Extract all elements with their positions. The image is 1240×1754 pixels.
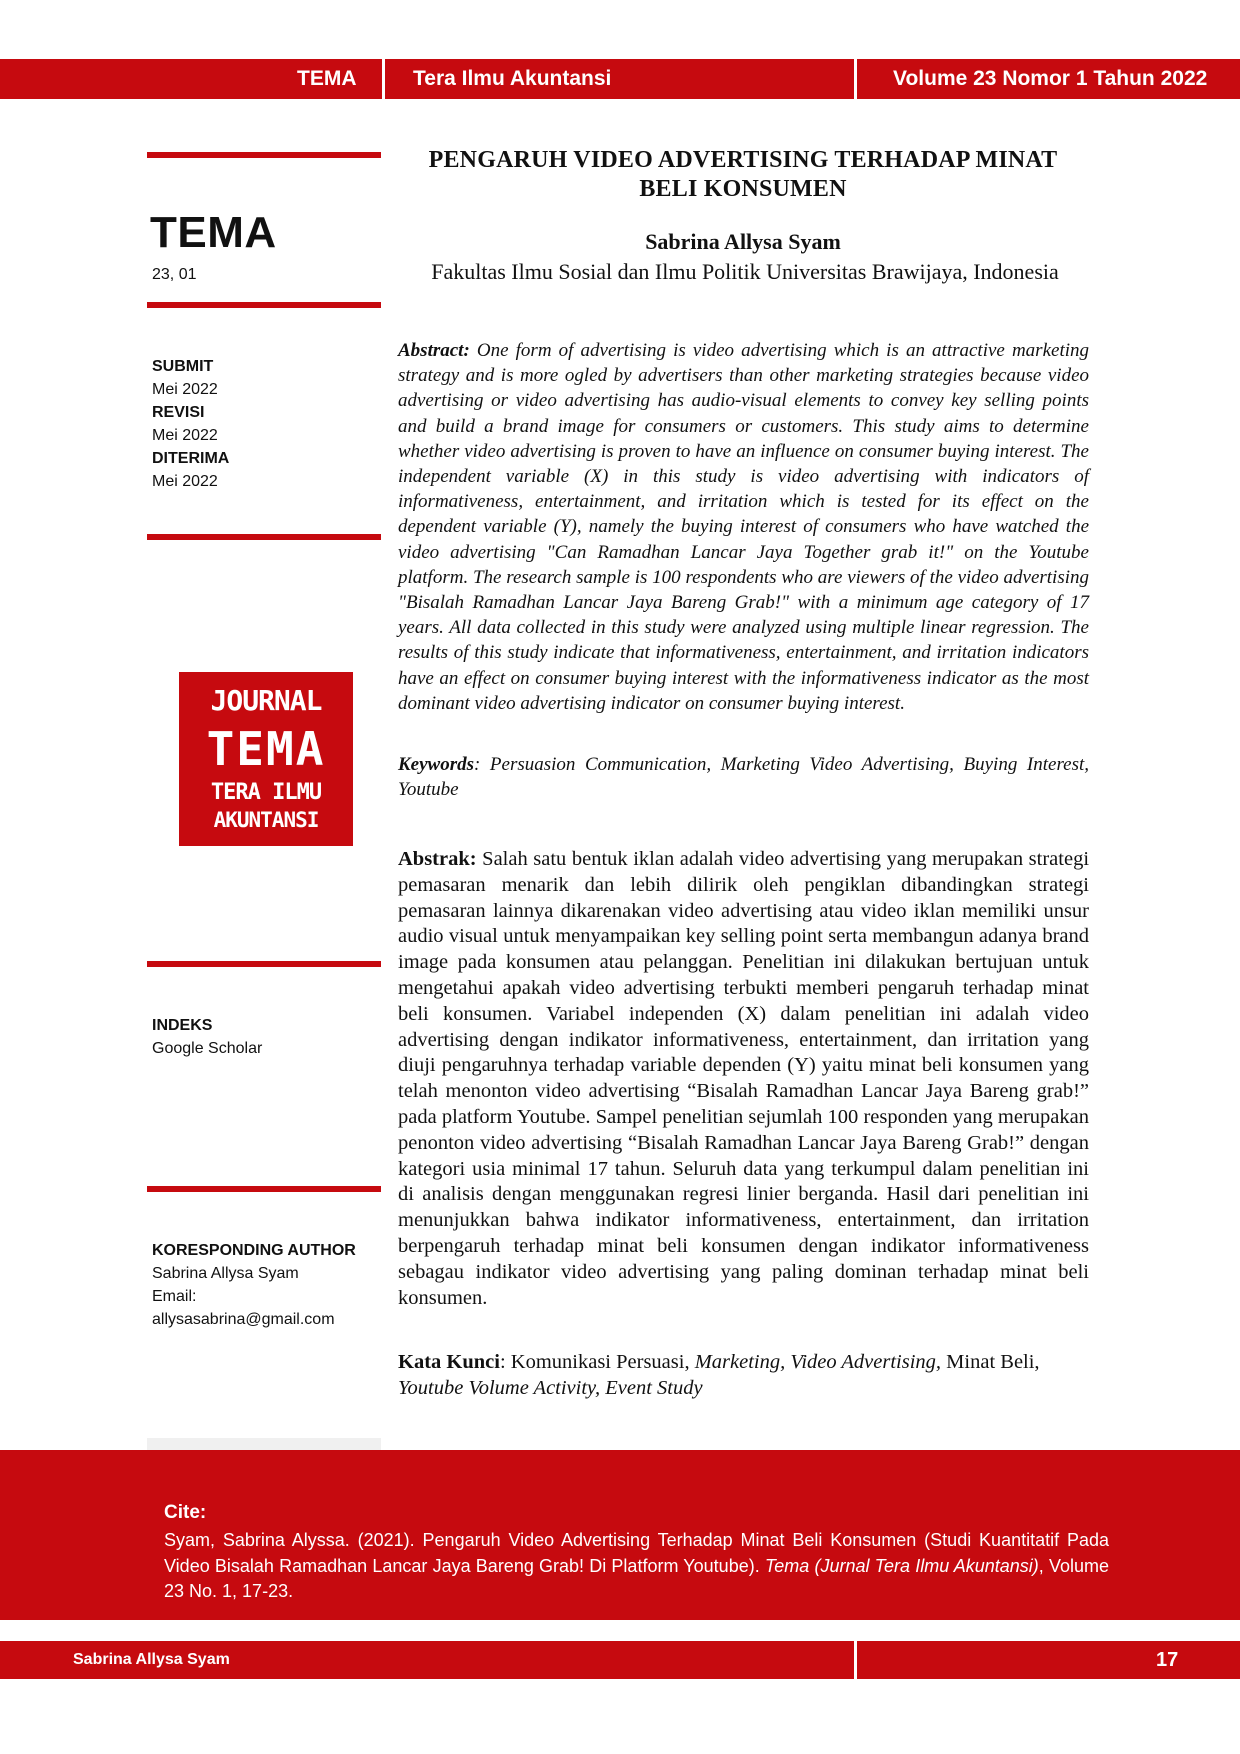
indeks-label: INDEKS (152, 1017, 213, 1034)
logo-line-tera-ilmu: TERA ILMU (210, 780, 322, 805)
footer-author: Sabrina Allysa Syam (73, 1651, 230, 1668)
revisi-value: Mei 2022 (152, 427, 218, 444)
cite-box (0, 1450, 1240, 1620)
cite-journal-name: Tema (Jurnal Tera Ilmu Akuntansi) (764, 1555, 1039, 1576)
sidebar-dates (152, 355, 229, 493)
keywords-id-label: Kata Kunci (398, 1351, 500, 1373)
corresponding-label: KORESPONDING AUTHOR (152, 1242, 356, 1259)
logo-line-tema: TEMA (206, 722, 326, 776)
abstract-id-text: Salah satu bentuk iklan adalah video advertising yang merupakan strategi pemasaran menarik dan lebih dilirik oleh pengiklan dibandingkan strategi pemasaran lainnya dikarenakan video advertising atau video iklan memiliki unsur audio visual untuk menyampaikan key selling point serta membangun adanya brand image pada konsumen atau pelanggan. Penelitian ini dilakukan bertujuan untuk mengetahui apakah video advertising terbukti memberi pengaruh terhadap minat beli konsumen. Variabel independen (X) dalam penelitian ini adalah video advertising dengan indikator informativeness, entertainment, dan irritation yang diuji pengaruhnya terhadap variable dependen (Y) yaitu minat beli konsumen yang telah menonton video advertising “Bisalah Ramadhan Lancar Jaya Bareng grab!” pada platform Youtube. Sampel penelitian sejumlah 100 responden yang merupakan penonton video advertising “Bisalah Ramadhan Lancar Jaya Bareng Grab!” dengan kategori usia minimal 17 tahun. Seluruh data yang terkumpul dalam penelitian ini di analisis dengan menggunakan regresi linier berganda. Hasil dari penelitian ini menunjukkan bahwa indikator informativeness, entertainment, dan irritation berpengaruh terhadap minat beli konsumen dengan indikator informativeness sebagau indikator video advertising yang paling dominan terhadap minat beli konsumen. (398, 848, 1090, 1309)
email-link[interactable]: allysasabrina@gmail.com (152, 1311, 335, 1328)
keywords-id-italic: Marketing, Video Advertising, (694, 1351, 942, 1373)
cite-text-plain: Syam, Sabrina Alyssa. (2021). Pengaruh Video Advertising Terhadap Minat Beli Konsumen (Studi Kuantitatif Pada Video Bisalah Ramadhan Lancar Jaya Bareng Grab! Di Platform Youtube). (164, 1530, 1109, 1576)
sidebar-rule (147, 1186, 381, 1192)
abstract-id-label: Abstrak: (398, 848, 477, 870)
keywords-english (398, 752, 1089, 802)
abstract-english (398, 338, 1089, 716)
keywords-id-italic: Youtube Volume Activity, Event Study (398, 1376, 703, 1399)
keywords-indonesian (398, 1350, 1089, 1401)
footer-divider (854, 1641, 857, 1679)
logo-line-akuntansi: AKUNTANSI (213, 808, 319, 832)
submit-label: SUBMIT (152, 358, 214, 375)
sidebar-rule (147, 152, 381, 158)
sidebar-issue: 23, 01 (152, 266, 197, 283)
article-affiliation: Fakultas Ilmu Sosial dan Ilmu Politik Universitas Brawijaya, Indonesia (431, 259, 1059, 284)
logo-line-journal: JOURNAL (210, 684, 322, 717)
submit-value: Mei 2022 (152, 381, 218, 398)
keywords-en-label: Keywords (398, 754, 474, 775)
sidebar-rule (147, 961, 381, 967)
email-label: Email: (152, 1288, 197, 1305)
sidebar-journal-title: TEMA (150, 208, 277, 257)
keywords-en-text: : Persuasion Communication, Marketing Video Advertising, Buying Interest, Youtube (398, 754, 1089, 800)
header-divider (854, 59, 857, 99)
sidebar-corresponding (152, 1239, 356, 1331)
header-divider (382, 59, 385, 99)
keywords-id-text: : Komunikasi Persuasi, (499, 1351, 695, 1373)
footer-bar (0, 1641, 1240, 1679)
cite-label: Cite: (164, 1502, 207, 1523)
keywords-id-text: Minat Beli, (941, 1351, 1040, 1373)
page-number: 17 (1156, 1649, 1179, 1671)
abstract-en-label: Abstract: (398, 340, 470, 361)
header-volume-info: Volume 23 Nomor 1 Tahun 2022 (893, 67, 1208, 90)
cite-top-strip (147, 1438, 381, 1450)
header-bar (0, 59, 1240, 99)
article-title: PENGARUH VIDEO ADVERTISING TERHADAP MINAT BELI KONSUMEN (428, 147, 1058, 202)
journal-logo (179, 672, 353, 846)
header-journal-short: TEMA (297, 67, 357, 90)
indeks-value: Google Scholar (152, 1040, 263, 1057)
diterima-value: Mei 2022 (152, 473, 218, 490)
sidebar-index (152, 1014, 262, 1060)
diterima-label: DITERIMA (152, 450, 230, 467)
cite-text (164, 1528, 1109, 1605)
abstract-indonesian (398, 847, 1089, 1311)
corresponding-name: Sabrina Allysa Syam (152, 1265, 299, 1282)
article-author: Sabrina Allysa Syam (645, 229, 841, 254)
abstract-en-text: One form of advertising is video advertising which is an attractive marketing strategy and is more ogled by advertisers than other marketing strategies because video advertising or video advertising has audio-visual elements to convey key selling points and build a brand image for consumers or customers. This study aims to determine whether video advertising is proven to have an influence on consumer buying interest. The independent variable (X) in this study is video advertising with indicators of informativeness, entertainment, and irritation which is tested for its effect on the dependent variable (Y), namely the buying interest of consumers who have watched the video advertising "Can Ramadhan Lancar Jaya Together grab it!" on the Youtube platform. The research sample is 100 respondents who are viewers of the video advertising "Bisalah Ramadhan Lancar Jaya Bareng Grab!" with a minimum age category of 17 years. All data collected in this study were analyzed using multiple linear regression. The results of this study indicate that informativeness, entertainment, and irritation indicators have an effect on consumer buying interest with the informativeness indicator as the most dominant video advertising indicator on consumer buying interest. (398, 340, 1089, 714)
sidebar-rule (147, 302, 381, 308)
sidebar-rule (147, 534, 381, 540)
cite-text-end: , Volume 23 No. 1, 17-23. (164, 1555, 1110, 1601)
header-journal-full: Tera Ilmu Akuntansi (413, 67, 612, 90)
revisi-label: REVISI (152, 404, 205, 421)
